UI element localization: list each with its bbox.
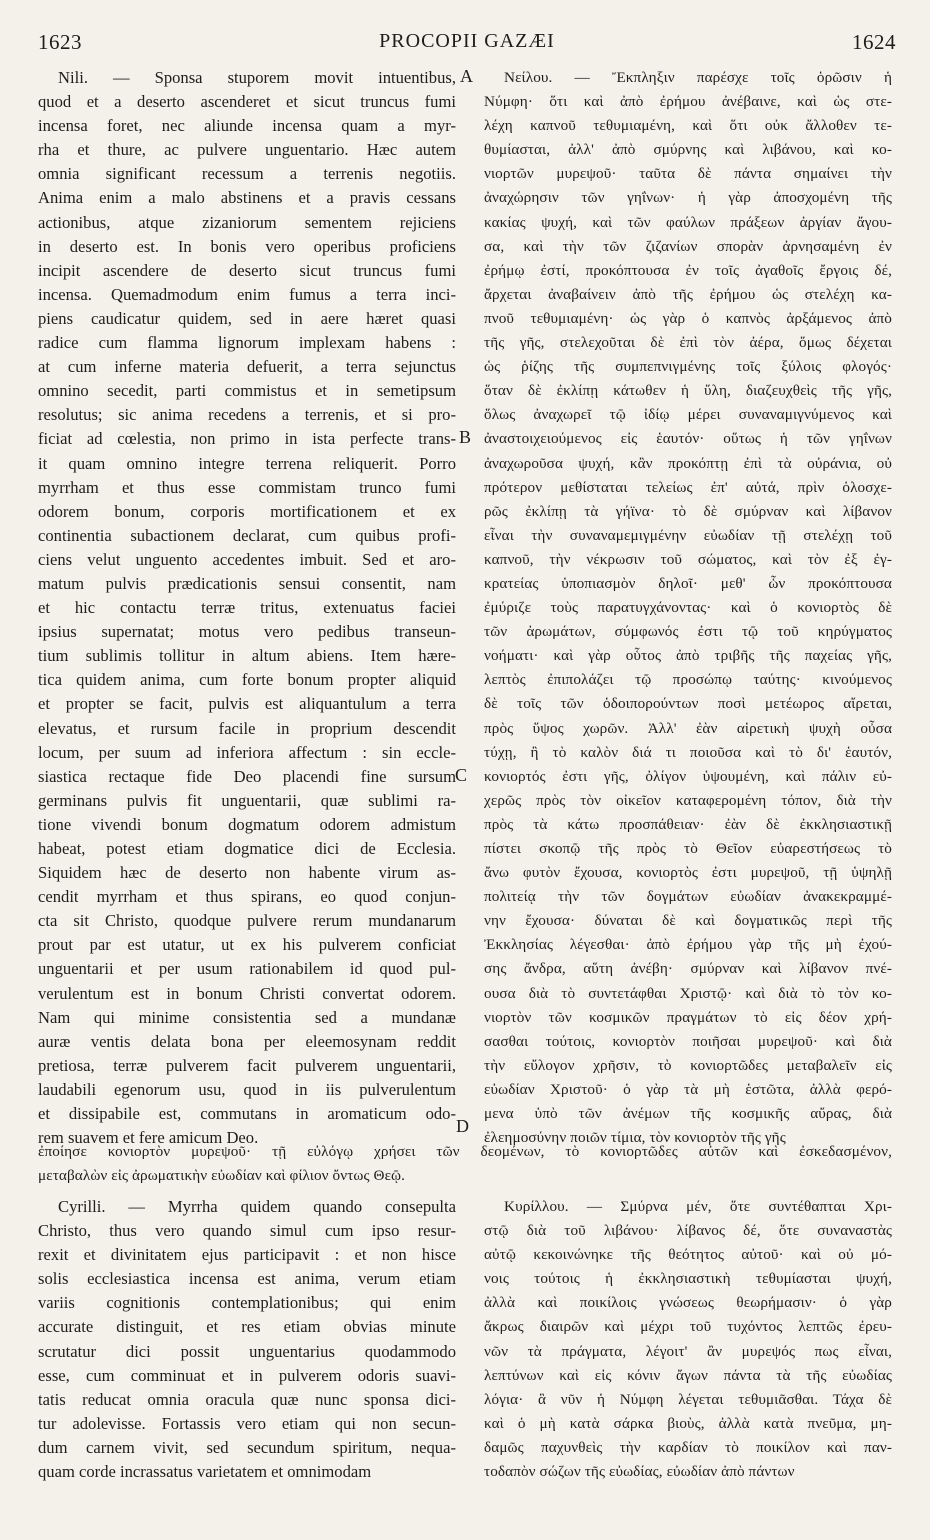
text-line: radice cum flamma lignorum implexam habens : xyxy=(38,333,456,353)
text-line: rexit et divinitatem ejus participavit : et non hisce xyxy=(38,1245,456,1265)
text-line: ρῶς ἐκλίπῃ τὰ γήϊνα· τὸ δὲ σμύρναν καὶ λίβανον xyxy=(484,502,892,520)
text-line: ὅταν δὲ ἐκλίπῃ κάτωθεν ἡ ὕλη, διαζευχθεὶς τῆς γῆς, xyxy=(484,382,892,400)
text-line: πρὸς ὕψος χωρῶν. Ἀλλ' ἐὰν αἱρετικὴ ψυχὴ οὖσα xyxy=(484,719,892,737)
text-line: solis ecclesiastica incensa est anima, verum etiam xyxy=(38,1269,456,1289)
latin-column-nilus xyxy=(38,66,456,1150)
text-line: et hic contactu terræ tritus, extenuatus faciei xyxy=(38,598,456,618)
greek-column-nilus xyxy=(484,66,892,1150)
text-line: Ἐκκλησίας λέγεσθαι· ἀπὸ ἐρήμου γὰρ τῆς μὴ ἐχού- xyxy=(484,936,892,954)
text-line: incensa foret, nec aliunde incensa quam a myr- xyxy=(38,116,456,136)
text-line: τὴν εὔλογον χρῆσιν, τὸ κονιορτῶδες μεταβαλεῖν εἰς xyxy=(484,1056,892,1074)
text-line: dum carnem vivit, sed secundum spiritum, nequa- xyxy=(38,1437,456,1457)
text-line: tione vivendi bonum dogmatum odorem admistum xyxy=(38,814,456,834)
text-line: πίστει σκοπῷ τῆς πρὸς τὸ Θεῖον εὐαρεστήσεως τὸ xyxy=(484,840,892,857)
text-line: verulentum est in bonum Christi convertat odorem. xyxy=(38,983,456,1003)
text-line: ἄρχεται ἀναβαίνειν ἀπὸ τῆς ἐρήμου ὡς στελέχη κα- xyxy=(484,285,892,303)
text-line: τῆς γῆς, στελεχοῦται δὲ ἐπὶ τὸν ἀέρα, ὅμως δέχεται xyxy=(484,334,892,352)
text-line: habeat, potest etiam dogmatice dici de Ecclesia. xyxy=(38,839,456,858)
text-line: ciens velut unguento accedentes imbuit. Sed et aro- xyxy=(38,549,456,569)
text-line: ἐλεημοσύνην ποιῶν τίμια, τὸν κονιορτὸν τῆς γῆς xyxy=(484,1129,786,1147)
text-line: νοήματι· καὶ γὰρ οὗτος ἀπὸ τριβῆς τῆς παχείας γῆς, xyxy=(484,647,892,665)
text-line: εὐωδίαν Χριστοῦ· ὁ γὰρ τὰ μὴ ἑστῶτα, ἀλλὰ φερό- xyxy=(484,1080,892,1098)
text-line: ipsius supernatat; motus vero pedibus transeun- xyxy=(38,622,456,642)
text-line: Nam qui minime consistentia sed a mundanæ xyxy=(38,1007,456,1027)
text-line: νιορτὸν τῶν κοσμικῶν πραγμάτων τὸ εἰς δέον χρή- xyxy=(484,1008,892,1026)
text-line: et dissipabile est, commutans in aromaticum odo- xyxy=(38,1104,456,1124)
text-line: πνοῦ τεθυμιαμένη· ὡς γὰρ ὁ καπνὸς ἀρξάμενος ἀπὸ xyxy=(484,309,892,327)
text-line: incipit ascendere de deserto sicut truncus fumi xyxy=(38,260,456,280)
text-line: odorem bonum, corporis mortificationem et ex xyxy=(38,501,456,521)
text-line: scrutatur dici possit unguentarius quodammodo xyxy=(38,1341,456,1361)
text-line: λεπτύνων καὶ εἰς κόνιν ἄγων πάντα τὰ τῆς εὐωδίας xyxy=(484,1366,892,1384)
text-line: ἐρήμῳ ἐστί, προκόπτουσα ἐν τοῖς ἀγαθοῖς ἔργοις δέ, xyxy=(484,261,892,279)
text-line: rem suavem et fere amicum Deo. xyxy=(38,1128,259,1148)
text-line: καπνοῦ, τὴν νέκρωσιν τοῦ σώματος, καὶ τὸν ἐξ ἐγ- xyxy=(484,550,892,568)
text-line: tium sublimis tollitur in altum abiens. Item hære- xyxy=(38,646,456,666)
text-line: Anima enim a malo abstinens et a pravis cessans xyxy=(38,188,456,208)
text-line: Siquidem hæc de deserto non habente virum as- xyxy=(38,863,456,883)
text-line: esse, cum comminuat et in pulverem odoris suavi- xyxy=(38,1365,456,1385)
text-line: κακίας ψυχή, καὶ τῶν φαύλων πράξεων ἀργίαν ἄγου- xyxy=(484,213,892,231)
text-line: actionibus, atque zizaniorum sementem rejiciens xyxy=(38,212,456,232)
greek-column-cyril xyxy=(484,1195,892,1484)
text-line: continentia subactionem declarat, cum quibus profi- xyxy=(38,525,456,545)
text-line: καὶ ὁ μὴ κατὰ σάρκα βιοὺς, ἀλλὰ κατὰ πνεῦμα, μη- xyxy=(484,1414,892,1432)
text-line: matum pulvis prædicationis sensui consentit, nam xyxy=(38,573,456,593)
greek-spillover-line-2 xyxy=(38,1164,892,1188)
margin-letter-d: D xyxy=(456,1116,469,1136)
text-line: λεπτὸς ἐπιπολάζει τῷ προσώπῳ ταύτης· κινούμενος xyxy=(484,671,892,689)
text-line: Κυρίλλου. — Σμύρνα μέν, ὅτε συντέθαπται Χρι- xyxy=(504,1198,892,1215)
text-line: ἄκρως διαιρῶν καὶ μέχρι τοῦ τυχόντος λεπτῶς ἐρευ- xyxy=(484,1318,892,1336)
text-line: in deserto est. In bonis vero operibus proficiens xyxy=(38,236,456,256)
text-line: tica quidem anima, cum forte bonum propter aliquid xyxy=(38,670,456,690)
text-line: tatis reducat omnia oracula quæ nunc sponsa dici- xyxy=(38,1389,456,1409)
text-line: τοδαπὸν σώζων τῆς εὐωδίας, εὐωδίαν ἀπὸ πάντων xyxy=(484,1463,795,1481)
text-line: κονιορτός ἐστι γῆς, ὀλίγον ὑψουμένη, καὶ πάλιν εὐ- xyxy=(484,767,892,785)
text-line: ἀναστοιχειούμενος εἰς ἑαυτόν· οὕτως ἡ τῶν γηΐνων xyxy=(484,430,892,448)
text-line: locum, per suum ad inferiora affectum : sin eccle- xyxy=(38,742,456,762)
text-line: siastica rectaque fide Deo placendi fine sursum xyxy=(38,766,456,786)
text-line: νῶν τὰ πράγματα, λέγοιτ' ἂν μυρεψός πως εἶναι, xyxy=(484,1342,892,1360)
text-line: τῶν ἀρωμάτων, σύμφωνός ἐστι τῷ τοῦ κηρύγματος xyxy=(484,623,892,641)
text-line: Νύμφη· ὅτι καὶ ἀπὸ ἐρήμου ἀνέβαινε, καὶ ὡς στε- xyxy=(484,93,892,111)
text-line: εἶναι τὴν συναναμεμιγμένην εὐωδίαν τῇ στελέχῃ τοῦ xyxy=(484,526,892,544)
text-line: πρότερον μεθίσταται τελείως ἐπ' αὐτά, πρὶν ὁλοσχε- xyxy=(484,478,892,496)
text-line: θυμίασται, ἀλλ' ἀπὸ σμύρνης καὶ λιβάνου, καὶ κο- xyxy=(484,141,892,159)
text-line: νοις τούτοις ἡ ἐκκλησιαστικὴ τεθυμίασται ψυχή, xyxy=(484,1270,892,1288)
page-number-left: 1623 xyxy=(38,30,82,54)
text-line: σασθαι τούτοις, κονιορτὸν ποιῆσαι μυρεψοῦ· καὶ διὰ xyxy=(484,1032,892,1050)
text-line: ficiat ad cœlestia, non primo in ista perfecte trans- xyxy=(38,429,456,449)
margin-letter-b: B xyxy=(459,427,472,447)
text-line: ἄνω φυτὸν ἔχουσα, κονιορτὸς ἐστι μυρεψοῦ, τῇ ὑψηλῇ xyxy=(484,864,892,882)
running-title: PROCOPII GAZÆI xyxy=(379,30,555,52)
text-line: Nili. — Sponsa stuporem movit intuentibus, xyxy=(58,68,456,87)
text-line: μεταβαλὼν εἰς ἀρωματικὴν εὐωδίαν καὶ φίλιον ὄντως Θεῷ. xyxy=(38,1167,406,1184)
text-line: ἀλλὰ καὶ ποικίλοις γνώσεως θεωρήμασιν· ὁ γὰρ xyxy=(484,1294,892,1312)
text-line: ὡς ῥίζης τῆς συμπεπνιγμένης τοῖς ξύλοις φλογός· xyxy=(484,358,892,376)
text-line: et propter se facit, pulvis est aliquantulum a terra xyxy=(38,694,456,714)
text-line: auræ ventis delata bona per eleemosynam reddit xyxy=(38,1031,456,1051)
text-line: αὐτῷ κεκοινώνηκε τῆς θεότητος αὐτοῦ· καὶ οὐ μό- xyxy=(484,1246,892,1264)
text-line: quod et a deserto ascenderet et sicut truncus fumi xyxy=(38,92,456,112)
text-line: omnia significant recessum a terrenis negotiis. xyxy=(38,164,456,184)
text-line: resolutus; sic anima recedens a terrenis, et si pro- xyxy=(38,405,456,425)
text-line: σα, καὶ τὴν τῶν ζιζανίων σπορὰν ἀρνησαμένη ἐν xyxy=(484,237,892,255)
text-line: pretiosa, terræ pulverem facit pulverem unguentarii, xyxy=(38,1055,456,1075)
page-number-right: 1624 xyxy=(852,30,896,54)
text-line: ἀναχώρησιν τῶν γηΐνων· ἡ γὰρ ἀποσχομένη τῆς xyxy=(484,189,892,207)
text-line: Cyrilli. — Myrrha quidem quando consepulta xyxy=(58,1197,456,1216)
text-line: rha et thure, ac pulvere unguentario. Hæc autem xyxy=(38,140,456,160)
text-line: Christo, thus vero quando simul cum ipso resur- xyxy=(38,1221,456,1241)
text-line: germinans pulvis fit unguentarii, quæ sublimi ra- xyxy=(38,790,456,810)
text-line: ἐποίησε κονιορτὸν μυρεψοῦ· τῇ εὐλόγῳ χρήσει τῶν δεομένων, τὸ κονιορτῶδες αὐτῶν καὶ ἐσκεδασμένον, xyxy=(38,1143,892,1160)
text-line: elevatus, et rursum facile in proprium descendit xyxy=(38,718,456,738)
text-line: Νείλου. — Ἔκπληξιν παρέσχε τοῖς ὁρῶσιν ἡ xyxy=(504,69,892,86)
text-line: κρατείας ὑποπιασμὸν δηλοῖ· μεθ' ὧν προκόπτουσα xyxy=(484,574,892,592)
margin-letter-a: A xyxy=(460,66,473,86)
text-line: it quam omnino integre terrena reliquerit. Porro xyxy=(38,453,456,473)
text-line: cta sit Christo, quodque pulvere rerum mundanarum xyxy=(38,911,456,931)
text-line: tur adolevisse. Fortassis vero etiam qui non secun- xyxy=(38,1413,456,1433)
text-line: incensa. Quemadmodum enim fumus a terra inci- xyxy=(38,284,456,304)
text-line: πρὸς τὰ κάτω προσπάθειαν· ἐὰν δὲ ἐκκλησιαστικῇ xyxy=(484,815,892,833)
text-line: δὲ τοῖς τῶν ὁδοιπορούντων ποσὶ μετέωρος αἴρεται, xyxy=(484,695,892,713)
text-line: ουσα διὰ τὸ συντετάφθαι Χριστῷ· καὶ διὰ τὸ τὸν κο- xyxy=(484,984,892,1002)
text-line: unguentarii et per usum rationabilem id quod pul- xyxy=(38,959,456,979)
text-line: myrrham et thus esse commistam trunco fumi xyxy=(38,477,456,497)
text-line: νιορτῶν μυρεψοῦ· ταῦτα δὲ πάντα σημαίνει τὴν xyxy=(484,165,892,183)
text-line: ἐμύριζε τοὺς παρατυγχάνοντας· καὶ ὁ κονιορτὸς δὲ xyxy=(484,599,892,617)
text-line: πολιτείᾳ τὴν τῶν δογμάτων εὐωδίαν ἀνακεκραμμέ- xyxy=(484,888,892,906)
text-line: at cum inferne materia defuerit, a terra sejunctus xyxy=(38,357,456,377)
text-line: prout par est utatur, ut ex his pulverem conficiat xyxy=(38,935,456,955)
text-line: λόγια· ἃ νῦν ἡ Νύμφη λέγεται τεθυμιᾶσθαι. Τάχα δὲ xyxy=(484,1390,892,1408)
text-line: accurate distinguit, et res etiam obvias minute xyxy=(38,1317,456,1337)
text-line: laudabili egenorum usu, quod in iis pulverulentum xyxy=(38,1079,456,1099)
text-line: στῷ διὰ τοῦ λιβάνου· λίβανος δέ, ὅτε συναναστὰς xyxy=(484,1222,892,1240)
text-line: quam corde incrassatus varietatem et omnimodam xyxy=(38,1462,372,1482)
text-line: νην ἔχουσα· δύναται δὲ καὶ δογματικῶς περὶ τῆς xyxy=(484,912,892,930)
greek-spillover-line-1 xyxy=(38,1140,892,1164)
text-line: χερῶς πρὸς τὸν οἰκεῖον καταφερομένη τόπον, διὰ τὴν xyxy=(484,791,892,809)
text-line: variis cognitionis contemplationibus; qui enim xyxy=(38,1293,456,1313)
text-line: omnino secedit, parti commistus et in semetipsum xyxy=(38,381,456,401)
text-line: cendit myrrham et thus spirans, eo quod conjun- xyxy=(38,887,456,907)
running-header xyxy=(38,30,896,62)
text-line: δαμῶς παχυνθεὶς τὴν καρδίαν τὸ ποικίλον καὶ παν- xyxy=(484,1438,892,1456)
text-line: piens caudicatur quidem, sed in aere hæret quasi xyxy=(38,308,456,328)
text-line: ὅλως ἀναχωρεῖ τῷ ἰδίῳ μέρει συναναμιγνύμενος καὶ xyxy=(484,406,892,424)
margin-letter-c: C xyxy=(455,765,468,785)
text-line: τύχῃ, ἢ τὸ καλὸν διά τι ποιοῦσα καὶ τὸ δι' ἑαυτόν, xyxy=(484,743,892,761)
text-line: ἀναχωροῦσα ψυχή, κἂν προκόπτῃ ἐπὶ τὰ οὐράνια, οὐ xyxy=(484,454,892,472)
latin-column-cyril xyxy=(38,1195,456,1484)
text-line: σης ἄνδρα, αὕτη ἀνέβη· σμύρναν καὶ λίβανον πνέ- xyxy=(484,960,892,978)
text-line: μενα ὑπὸ τῶν ἀνέμων τῆς κοσμικῆς αὔρας, διὰ xyxy=(484,1105,892,1123)
text-line: λέχη καπνοῦ τεθυμιαμένη, καὶ ὅτι οὐκ ἄλλοθεν τε- xyxy=(484,117,892,135)
